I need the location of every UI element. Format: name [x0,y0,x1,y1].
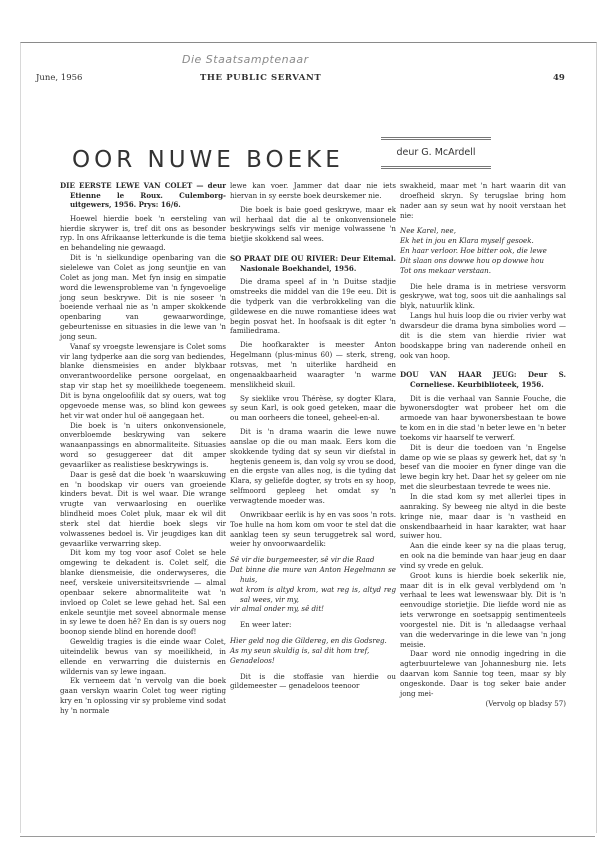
paragraph-continued: swakheid, maar met 'n hart waarin dit van droefheid skryn. Sy terugslae bring hom nader aan sy seun wat hy nooit verstaan het nie: [400,181,566,220]
poem-line: wat krom is altyd krom, wat reg is, altyd reg sal wees, vir my, [230,584,396,604]
paragraph: En weer later: [240,620,292,630]
poem-line: Hier geld nog die Gildereg, en dis Godsreg. [230,636,387,646]
paragraph: Dit is die stoffasie van hierdie ou gildemeester — genadeloos teenoor [230,671,396,691]
article-title: OOR NUWE BOEKE [72,147,344,174]
paragraph: Dit is die verhaal van Sannie Fouche, die bywonersdogter wat probeer het om die armoede van haar bywonersbestaan te bowe te kom en in die stad 'n beter lewe en 'n beter toekoms vir haarself te verwerf. [400,393,566,442]
poem-line: Genadeloos! [230,655,275,665]
paragraph-continued: lewe kan voer. Jammer dat daar nie iets hiervan in sy eerste boek deurskemer nie. [230,181,396,200]
poem-line: vir almal onder my, sê dit! [230,604,325,614]
paragraph: In die stad kom sy met allerlei tipes in aanraking. Sy beweeg nie altyd in die beste kringe nie, maar daar is 'n vastheid en onskendbaarheid in haar karakter, wat haar suiwer hou. [400,491,566,541]
paragraph: Langs hul huis loop die ou rivier verby wat dwarsdeur die drama byna simbolies word — dit is die stem van hierdie rivier wat boodskappe bring van naderende onheil en ook van hoop. [400,311,566,360]
poem-quote-2 [230,636,396,666]
review-heading-colet: DIE EERSTE LEWE VAN COLET — deur Etienne le Roux. Culemborg-uitgewers, 1956. Prys: 16/6. [60,181,226,210]
paragraph: Dit is deur die toedoen van 'n Engelse dame op wie se plaas sy gewerk het, dat sy 'n besef van die mooier en fyner dinge van die lewe begin kry het. Daar het sy geleer om nie met die sleurbestaan tevrede te wees nie. [400,442,566,492]
poem-line: Dat binne die mure van Anton Hegelmann se huis, [230,565,396,584]
column-3 [400,181,566,709]
paragraph: Die hele drama is in metriese versvorm geskrywe, wat tog, soos uit die aanhalings sal blyk, natuurlik klink. [400,281,566,311]
issue-date: June, 1956 [36,73,83,83]
paragraph: Ek verneem dat 'n vervolg van die boek gaan verskyn waarin Colet tog weer rigting kry en 'n oplossing vir sy probleme vind sodat hy 'n normale [60,676,226,715]
bottom-rule [20,836,595,837]
poem-line: Sê vir die burgemeester, sê vir die Raad [230,555,375,565]
continued-on-page-note: (Vervolg op bladsy 57) [485,698,566,708]
review-heading-rivier: SO PRAAT DIE OU RIVIER: Deur Eitemal. Nasionale Boekhandel, 1956. [230,254,396,273]
poem-line: Nee Karel, nee, [400,226,456,236]
column-2 [230,181,396,691]
paragraph: Dit is 'n drama waarin die lewe nuwe aanslae op die ou man maak. Eers kom die skokkende tyding dat sy seun vir diefstal in hegtenis geneem is, dan volg sy vrou se dood, en die ergste van alles nog, is die tyding dat Klara, sy geliefde dogter, sy trots en sy hoop, selfmoord gepleeg het omdat sy 'n verwagtende moeder was. [230,427,396,505]
paragraph: Daar word nie onnodig ingedring in die agterbuurtelewe van Johannesburg nie. Iets daarvan kom Sannie tog teen, maar sy bly ongeskonde. Daar is tog seker baie ander jong mei- [400,649,566,698]
byline: deur G. McArdell [396,147,476,158]
paragraph: Die boek is 'n uiters onkonvensionele, onverbloemde beskrywing van sekere wanaanpassings en abnormaliteite. Situasies word so gesuggereer dat dit amper gevaarliker as realistiese beskrywings is. [60,420,226,469]
paragraph: Geweldig tragies is die einde waar Colet, uiteindelik bewus van sy moeilikheid, in ellende en verwarring die duisternis en wildernis van sy lewe ingaan. [60,637,226,676]
poem-quote-3 [400,226,566,275]
paragraph: Aan die einde keer sy na die plaas terug, en ook na die beminde van haar jeug en daar vind sy vrede en geluk. [400,541,566,570]
poem-line: Dit slaan ons dowwe hou op dowwe hou [400,255,544,265]
handwritten-annotation: Die Staatsamptenaar [182,53,309,66]
paragraph: Onwrikbaar eerlik is hy en vas soos 'n rots. Toe hulle na hom kom om voor te stel dat die aanklag teen sy seun teruggetrek sal word, weier hy onvoorwaardelik: [230,509,396,549]
poem-line: As my seun skuldig is, sal dit hom tref, [230,645,370,655]
review-heading-jeug: DOU VAN HAAR JEUG: Deur S. Corneliese. Keurbiblioteek, 1956. [400,370,566,389]
poem-line: En haar verloor. Hoe bitter ook, die lewe [400,246,547,256]
column-1 [60,181,226,716]
poem-line: Ek het in jou en Klara myself gesoek. [400,236,534,246]
paragraph: Groot kuns is hierdie boek sekerlik nie, maar dit is in elk geval verblydend om 'n verhaal te lees wat lewenswaar bly. Dit is 'n eenvoudige storietjie. Die liefde word nie as iets verwronge en soetsappig sentimenteels voorgestel nie. Dit is 'n alledaagse verhaal van die wedervaringe in die lewe van 'n jong meisie. [400,570,566,649]
paragraph: Hoewel hierdie boek 'n eersteling van hierdie skrywer is, tref dit ons as besonder ryp. In ons Afrikaanse letterkunde is die tema en behandeling nie gewaagd. [60,213,226,253]
publication-title: THE PUBLIC SERVANT [200,73,322,83]
poem-quote-1 [230,555,396,614]
paragraph: Die drama speel af in 'n Duitse stadjie omstreeks die middel van die 19e eeu. Dit is die tydperk van die verbrokkeling van die gildewese en die nuwe romantiese idees wat begin posvat het. In hoofsaak is dit egter 'n familiedrama. [230,277,396,336]
paragraph: Dit kom my tog voor asof Colet se hele omgewing te dekadent is. Colet self, die blanke diensmeisie, die onderwyseres, die neef, verskeie universiteitsvriende — almal openbaar sekere abnormaliteite wat 'n invloed op Colet se lewe gehad het. Sal een enkele seuntjie met soveel abnormale mense in sy lewe te doen hê? En dan is sy ouers nog boonop siende blind en horende doof! [60,548,226,637]
paragraph: Die boek is baie goed geskrywe, maar ek wil herhaal dat die al te onkonvensionele beskrywings selfs vir menige volwassene 'n bietjie skokkend sal wees. [230,204,396,244]
paragraph: Sy sieklike vrou Thérèse, sy dogter Klara, sy seun Karl, is ook goed geteken, maar die ou man oorheers die toneel, geheel-en-al. [230,393,396,423]
paragraph: Daar is gesê dat die boek 'n waarskuwing en 'n boodskap vir ouers van groeiende kinders bevat. Dit is wel waar. Die wrange vrugte van verwaarlosing en ouerlike blindheid moes Colet pluk, maar ek wil dit sterk stel dat hierdie boek slegs vir volwassenes bedoel is. Vir jeugdiges kan dit gevaarlike verwarring skep. [60,469,226,548]
paragraph: Dit is 'n sielkundige openbaring van die sielelewe van Colet as jong seuntjie en van Colet as jong man. Met fyn insig en simpatie word die lewensprobleme van 'n fyngevoelige jong seun beskrywe. Dit is nie soseer 'n boeiende verhaal nie as 'n amper skokkende openbaring van gewaarwordinge, gebeurtenisse en situasies in die lewe van 'n jong seun. [60,253,226,341]
page-number: 49 [553,73,565,83]
paragraph: Die hoofkarakter is meester Anton Hegelmann (plus-minus 60) — sterk, streng, rotsvas, met 'n uiterlike hardheid en ongenaakbaarheid waaragter 'n warme menslikheid skuil. [230,340,396,389]
byline-box [381,137,491,169]
paragraph: Vanaf sy vroegste lewensjare is Colet soms vir lang tydperke aan die sorg van bediendes, blanke diensmeisies en ander blykbaar onverantwoordelike persone oorgelaat, en stap vir stap het sy moeilikhede toegeneem. Dit is byna ongeloofilik dat sy ouers, wat tog opgevoede mense was, so blind kon gewees het vir wat onder hul oë aangegaan het. [60,341,226,420]
poem-line: Tot ons mekaar verstaan. [400,265,491,275]
